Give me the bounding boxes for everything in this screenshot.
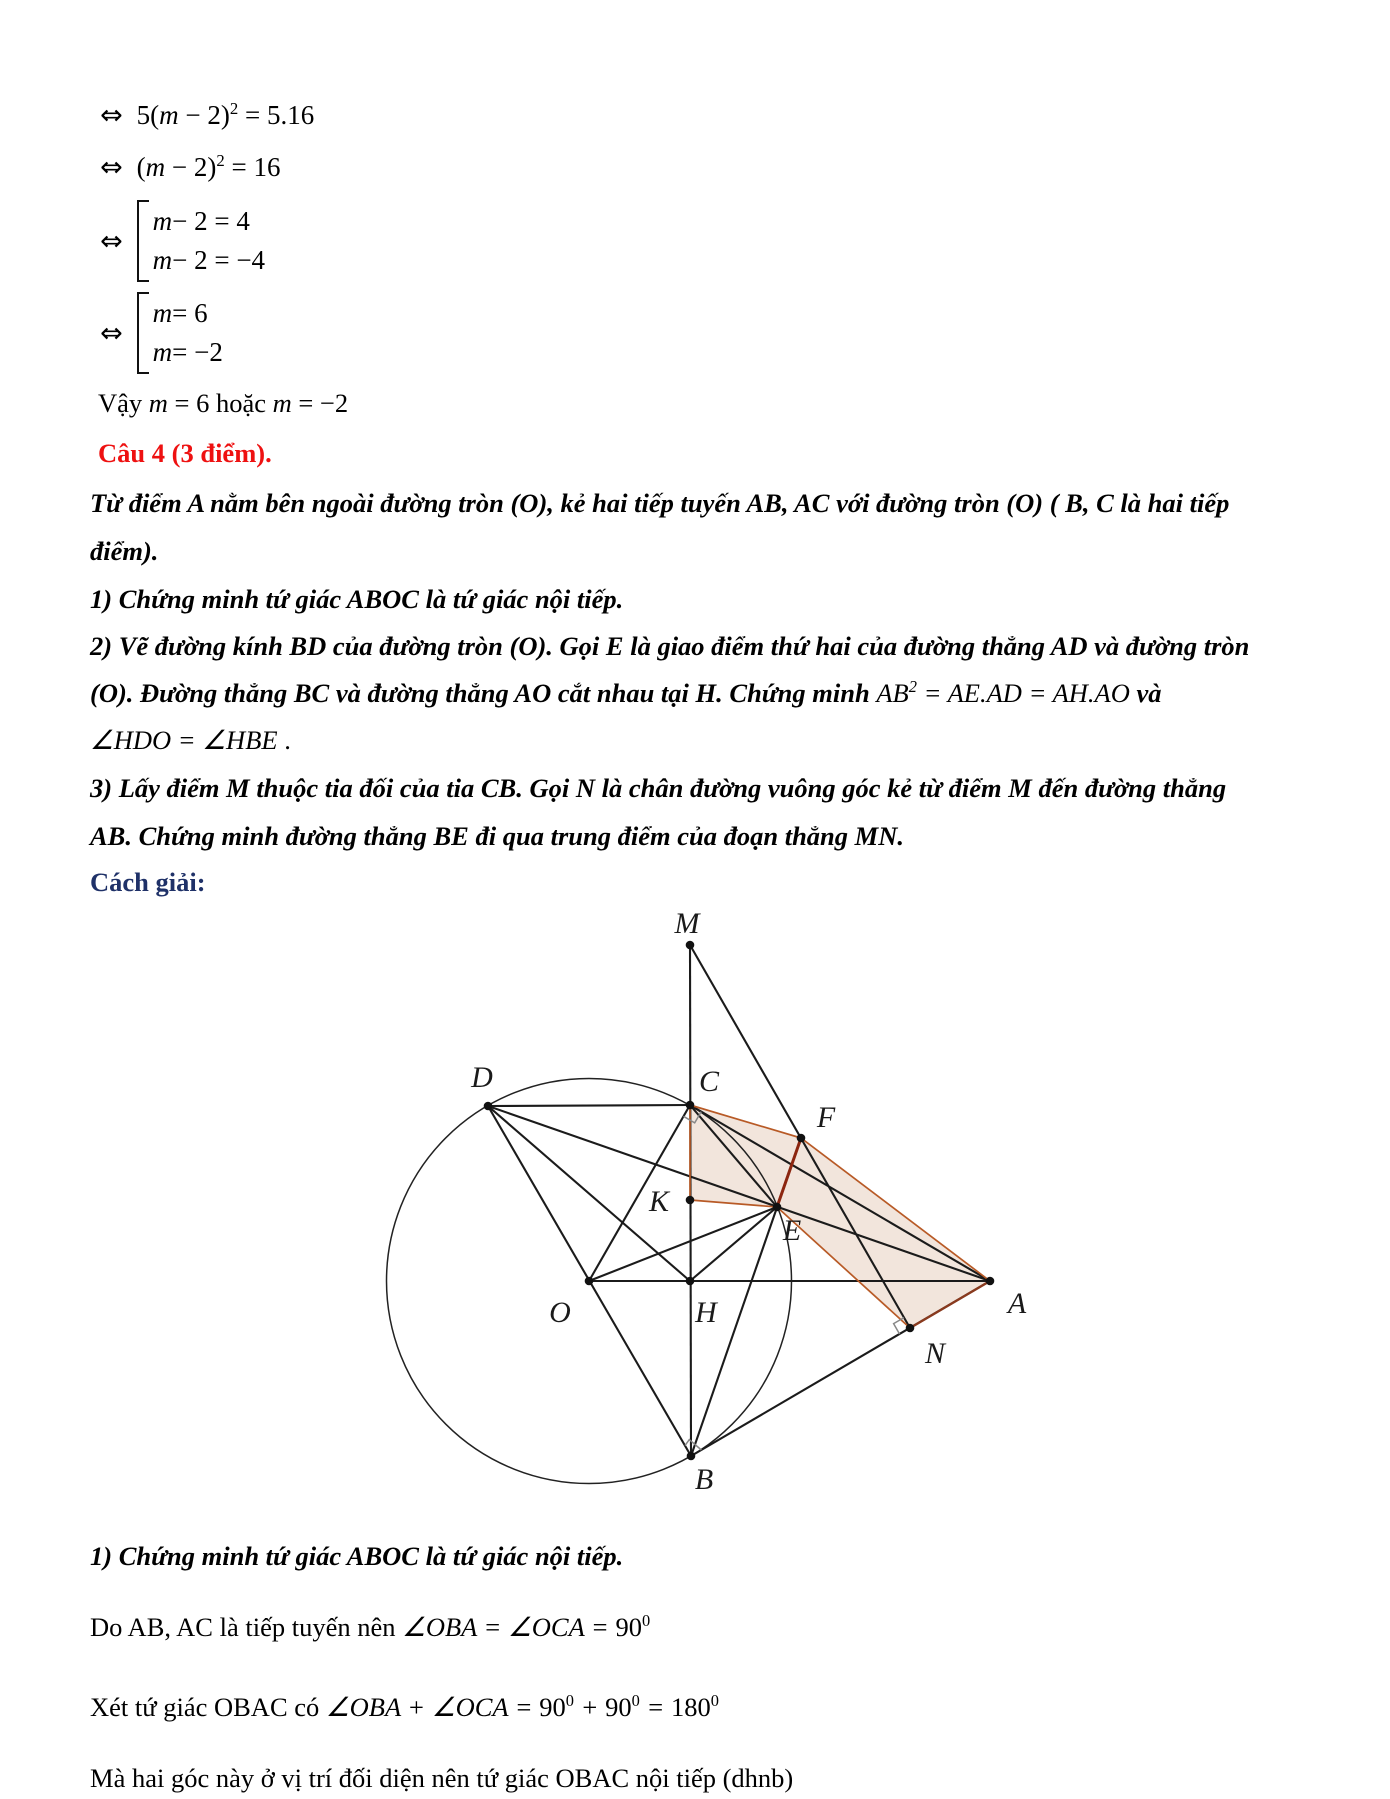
point-M <box>686 941 695 950</box>
point-F <box>797 1134 806 1143</box>
label-D: D <box>471 1061 493 1094</box>
label-E: E <box>782 1214 802 1247</box>
solution-part-1-heading: 1) Chứng minh tứ giác ABOC là tứ giác nội tiếp. <box>90 1541 624 1571</box>
point-C <box>686 1101 695 1110</box>
label-A: A <box>1007 1287 1027 1320</box>
equivalence-arrow-icon: ⇔ <box>100 152 123 183</box>
equation-line-1 <box>100 100 314 131</box>
point-A <box>986 1277 995 1286</box>
label-H: H <box>695 1296 717 1329</box>
cases-bracket <box>137 292 223 374</box>
solution-line: Do AB, AC là tiếp tuyến nên ∠OBA = ∠OCA = $90^0$ <box>90 1611 651 1642</box>
equation-line-2 <box>100 152 280 183</box>
equation-text: $5(m - 2)^2 = 5.16$ <box>136 99 315 130</box>
problem-part-1: 1) Chứng minh tứ giác ABOC là tứ giác nội tiếp. <box>90 584 624 614</box>
point-O <box>585 1277 594 1286</box>
point-E <box>773 1203 782 1212</box>
segment-OC <box>589 1105 690 1281</box>
equivalence-arrow-icon: ⇔ <box>100 225 123 257</box>
problem-statement-line: Từ điểm A nằm bên ngoài đường tròn (O), kẻ hai tiếp tuyến AB, AC với đường tròn (O) ( B, C là hai tiếp <box>90 488 1230 518</box>
conclusion-line: Vậy m = 6 hoặc m = −2 <box>98 388 349 418</box>
label-O: O <box>549 1296 571 1329</box>
point-N <box>906 1324 915 1333</box>
solution-label: Cách giải: <box>90 867 206 897</box>
case-row: m − 2 = −4 <box>152 245 266 275</box>
equivalence-arrow-icon: ⇔ <box>100 317 123 349</box>
point-H <box>686 1277 695 1286</box>
label-B: B <box>694 1463 714 1496</box>
label-M: M <box>674 907 700 940</box>
question-heading: Câu 4 (3 điểm). <box>98 438 272 468</box>
equivalence-arrow-icon: ⇔ <box>100 100 123 131</box>
equation-text: $(m - 2)^2 = 16$ <box>136 151 281 182</box>
segment-DC <box>488 1105 690 1106</box>
point-D <box>484 1102 493 1111</box>
case-row: m = −2 <box>152 337 223 367</box>
label-C: C <box>698 1065 720 1098</box>
equation-cases-2 <box>100 292 223 374</box>
solution-line: Xét tứ giác OBAC có ∠OBA + ∠OCA = $90^0 + 90^0 = 180^0$ <box>90 1691 719 1722</box>
label-F: F <box>816 1101 836 1134</box>
case-row: m = 6 <box>152 298 208 328</box>
label-N: N <box>924 1337 946 1370</box>
problem-part-3-line: 3) Lấy điểm M thuộc tia đối của tia CB. Gọi N là chân đường vuông góc kẻ từ điểm M đến đường thẳng <box>90 773 1227 803</box>
shaded-region <box>690 1105 990 1328</box>
problem-part-2-line: ∠HDO = ∠HBE . <box>90 725 291 755</box>
problem-part-3-line: AB. Chứng minh đường thẳng BE đi qua trung điểm của đoạn thẳng MN. <box>90 821 904 851</box>
cases-bracket <box>137 200 265 282</box>
case-row: m − 2 = 4 <box>152 206 250 236</box>
solution-line: Mà hai góc này ở vị trí đối diện nên tứ giác OBAC nội tiếp (dhnb) <box>90 1763 794 1793</box>
point-K <box>686 1196 695 1205</box>
problem-statement-line: điểm). <box>90 536 159 566</box>
problem-part-2-line: 2) Vẽ đường kính BD của đường tròn (O). Gọi E là giao điểm thứ hai của đường thẳng AD và đường tròn <box>90 631 1250 661</box>
point-B <box>687 1452 696 1461</box>
geometry-figure <box>330 890 1060 1510</box>
label-K: K <box>648 1185 670 1218</box>
problem-part-2-line: (O). Đường thẳng BC và đường thẳng AO cắt nhau tại H. Chứng minh $AB^2 = AE.AD = AH.AO$ và <box>90 677 1162 708</box>
equation-cases-1 <box>100 200 265 282</box>
